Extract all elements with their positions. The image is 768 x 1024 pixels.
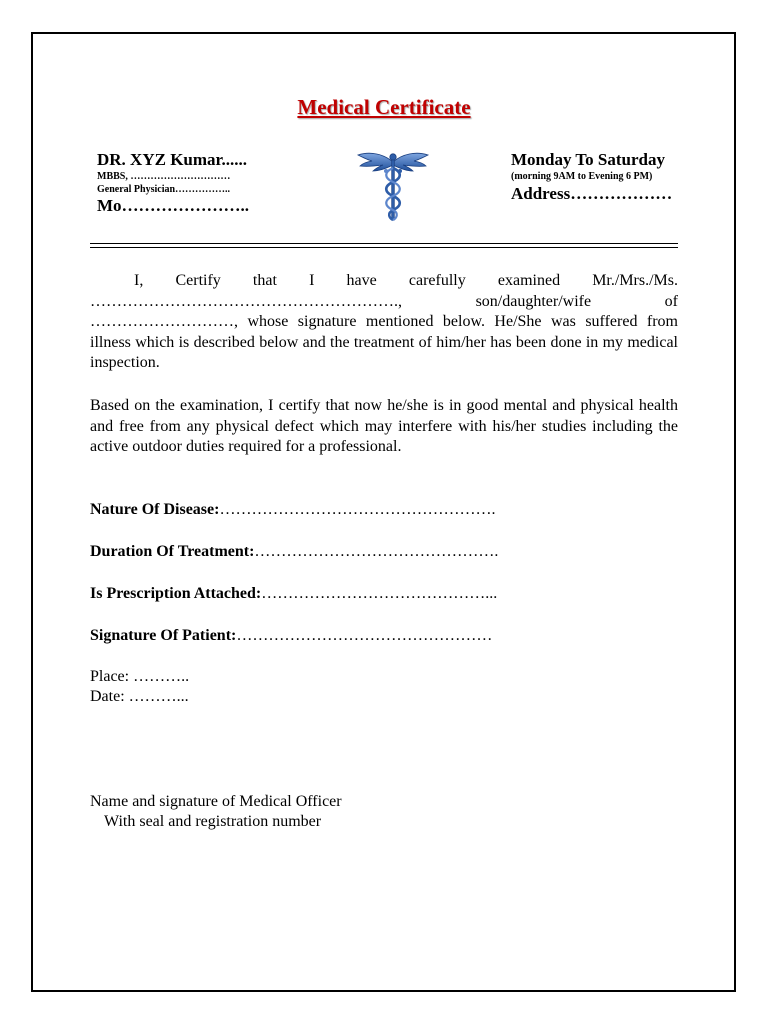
doctor-qualification: MBBS, ………………………… <box>97 171 231 182</box>
doctor-designation: General Physician…………….. <box>97 184 231 195</box>
page-title: Medical Certificate <box>297 95 471 119</box>
doctor-info <box>97 150 249 216</box>
caduceus-icon <box>356 146 430 224</box>
examination-paragraph: Based on the examination, I certify that now he/she is in good mental and physical health and free from any physical defect which may interfere with his/her studies including the active outdoor duties required for a professional. <box>90 397 678 455</box>
working-hours: (morning 9AM to Evening 6 PM) <box>511 171 653 182</box>
certification-paragraph: I, Certify that I have carefully examined Mr./Mrs./Ms. …………………………………………………., son/daughter/wife of ………………………, whose signature mentioned below. He/She was suffered from illness which is described below and the treatment of him/her has been done in my medical inspection. <box>90 272 678 371</box>
officer-signature-label: Name and signature of Medical Officer <box>90 793 342 810</box>
field-prescription-attached <box>90 584 497 604</box>
clinic-timing <box>511 150 672 205</box>
header-divider-top <box>90 243 678 244</box>
field-blank: ……………………………………... <box>261 585 498 602</box>
field-blank: ……………………………………………. <box>219 501 496 518</box>
field-nature-of-disease <box>90 500 495 520</box>
officer-seal-label: With seal and registration number <box>104 813 322 830</box>
field-label: Is Prescription Attached: <box>90 585 262 602</box>
header-divider-bottom <box>90 247 678 248</box>
field-signature-of-patient <box>90 626 492 646</box>
doctor-mobile: Mo………………….. <box>97 196 250 215</box>
working-days: Monday To Saturday <box>511 150 665 169</box>
field-label: Signature Of Patient: <box>90 627 237 644</box>
field-blank: ………………………………………. <box>254 543 499 560</box>
field-blank: ………………………………………… <box>236 627 493 644</box>
doctor-name: DR. XYZ Kumar...... <box>97 150 248 169</box>
date-line: Date: ………... <box>90 688 189 705</box>
field-label: Duration Of Treatment: <box>90 543 255 560</box>
place-line: Place: ……….. <box>90 668 190 685</box>
field-label: Nature Of Disease: <box>90 501 220 518</box>
field-duration-of-treatment <box>90 542 498 562</box>
clinic-address: Address……………… <box>511 184 673 203</box>
